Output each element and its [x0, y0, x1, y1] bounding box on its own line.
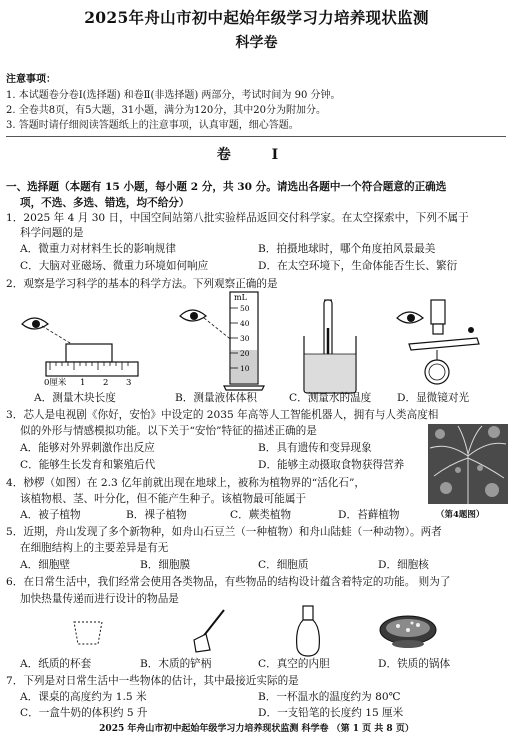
q5-option-d: D．细胞核 — [378, 559, 429, 571]
q3-option-d: D．能够主动摄取食物获得营养 — [258, 459, 405, 471]
q4-option-c: C．蕨类植物 — [230, 509, 292, 521]
eye-icon — [397, 312, 423, 323]
q6-figure-cup-sleeve — [70, 616, 106, 646]
q2-stem: 2．观察是学习科学的基本的科学方法。下列观察正确的是 — [6, 278, 278, 290]
q5-stem-line1: 5．近期，舟山发现了多个新物种，如舟山石豆兰（一种植物）和舟山陆蛙（一种动物）。两者 — [6, 526, 442, 538]
page-footer: 2025 年舟山市初中起始年级学习力培养现状监测 科学卷 （第 1 页 共 8 页） — [99, 724, 414, 734]
notice-item-1: 1. 本试题卷分卷Ⅰ(选择题) 和卷Ⅱ(非选择题) 两部分，考试时间为 90 分钟。 — [6, 90, 341, 101]
notice-item-2: 2. 全卷共8页，有5大题，31小题，满分为120分，其中20分为附加分。 — [6, 105, 326, 116]
q1-option-c: C．大脑对亚磁场、微重力环境如何响应 — [20, 260, 209, 272]
cyl-tick-30: 30 — [240, 334, 250, 343]
divider — [6, 136, 506, 137]
q6-figure-flask-liner — [293, 604, 323, 658]
q4-stem-line1: 4．桫椤（如图）在 2.3 亿年前就出现在地球上，被称为植物界的“活化石”， — [6, 477, 365, 489]
q2-figure-microscope — [395, 296, 505, 392]
exam-subject: 科学卷 — [235, 35, 278, 51]
q7-option-b: B．一杯温水的温度约为 80℃ — [258, 691, 401, 703]
cyl-tick-10: 10 — [240, 364, 250, 373]
q6-option-d: D．铁质的锅体 — [378, 658, 451, 670]
q2-figure-ruler — [20, 300, 140, 390]
ruler-label-3: 3 — [126, 378, 132, 388]
notice-heading: 注意事项： — [6, 74, 56, 85]
cylinder-unit: mL — [234, 293, 247, 302]
cyl-tick-20: 20 — [240, 349, 250, 358]
q2-option-d: D．显微镜对光 — [397, 392, 470, 404]
q5-stem-line2: 在细胞结构上的主要差异是有无 — [20, 542, 169, 554]
q1-option-b: B．拍摄地球时，哪个角度拍风景最美 — [258, 243, 436, 255]
q2-figure-thermometer — [300, 298, 360, 394]
q3-stem-line2: 似的外形与情感模拟功能。以下关于“安怡”特征的描述正确的是 — [20, 425, 317, 437]
q2-option-c: C．测量水的温度 — [289, 392, 372, 404]
eye-icon — [180, 310, 206, 321]
notice-item-3: 3. 答题时请仔细阅读答题纸上的注意事项，认真审题，细心答题。 — [6, 120, 299, 131]
ruler-label-1: 1 — [80, 378, 86, 388]
q5-option-a: A．细胞壁 — [20, 559, 71, 571]
q7-option-d: D．一支铅笔的长度约 15 厘米 — [258, 707, 404, 719]
q5-option-c: C．细胞质 — [258, 559, 309, 571]
cyl-tick-50: 50 — [240, 304, 250, 313]
q6-option-c: C．真空的内胆 — [258, 658, 330, 670]
q1-option-a: A．微重力对材料生长的影响规律 — [20, 243, 176, 255]
section-heading-line1: 一、选择题（本题有 15 小题，每小题 2 分，共 30 分。请选出各题中一个符合题意的正确选 — [6, 181, 447, 193]
q2-option-b: B．测量液体体积 — [175, 392, 257, 404]
q6-figure-wok — [378, 610, 438, 654]
q6-stem-line1: 6．在日常生活中，我们经常会使用各类物品，有些物品的结构设计蕴含着特定的功能。 则为了 — [6, 576, 451, 588]
ruler-label-0: 0厘米 — [44, 378, 67, 388]
q1-option-d: D．在太空环境下，生命体能否生长、繁衍 — [258, 260, 458, 272]
volume-heading: 卷 Ⅰ — [216, 147, 297, 163]
q4-option-a: A．被子植物 — [20, 509, 81, 521]
q6-option-b: B．木质的铲柄 — [140, 658, 212, 670]
q7-stem: 7．下列是对日常生活中一些物体的估计，其中最接近实际的是 — [6, 675, 299, 687]
q7-option-a: A．课桌的高度约为 1.5 米 — [20, 691, 147, 703]
exam-title: 2025年舟山市初中起始年级学习力培养现状监测 — [84, 8, 429, 27]
q3-option-b: B．具有遗传和变异现象 — [258, 442, 372, 454]
q5-option-b: B．细胞膜 — [140, 559, 191, 571]
q2-figure-cylinder — [178, 288, 278, 394]
q3-stem-line1: 3．芯人是电视剧《你好，安怡》中设定的 2035 年高等人工智能机器人，拥有与人类高度相 — [6, 409, 439, 421]
q6-stem-line2: 加快热量传递而进行设计的物品是 — [20, 593, 179, 605]
ruler-label-2: 2 — [103, 378, 109, 388]
q3-option-a: A．能够对外界刺激作出反应 — [20, 442, 155, 454]
q1-stem-line2: 科学问题的是 — [20, 227, 84, 239]
q4-figure-caption: （第4题图） — [436, 510, 485, 520]
q4-option-d: D．苔藓植物 — [338, 509, 400, 521]
section-heading-line2: 项，不选、多选、错选，均不给分） — [20, 197, 190, 209]
q1-stem-line1: 1．2025 年 4 月 30 日，中国空间站第八批实验样品返回交付科学家。在太空探索中，下列不属于 — [6, 212, 469, 224]
cyl-tick-40: 40 — [240, 319, 250, 328]
q7-option-c: C．一盒牛奶的体积约 5 升 — [20, 707, 148, 719]
q3-option-c: C．能够生长发育和繁殖后代 — [20, 459, 156, 471]
q4-stem-line2: 该植物根、茎、叶分化，但不能产生种子。该植物最可能属于 — [20, 493, 307, 505]
q4-option-b: B．裸子植物 — [126, 509, 187, 521]
q4-fern-photo — [428, 424, 508, 504]
q6-figure-spatula — [190, 606, 230, 656]
q6-option-a: A．纸质的杯套 — [20, 658, 92, 670]
q2-option-a: A．测量木块长度 — [34, 392, 116, 404]
